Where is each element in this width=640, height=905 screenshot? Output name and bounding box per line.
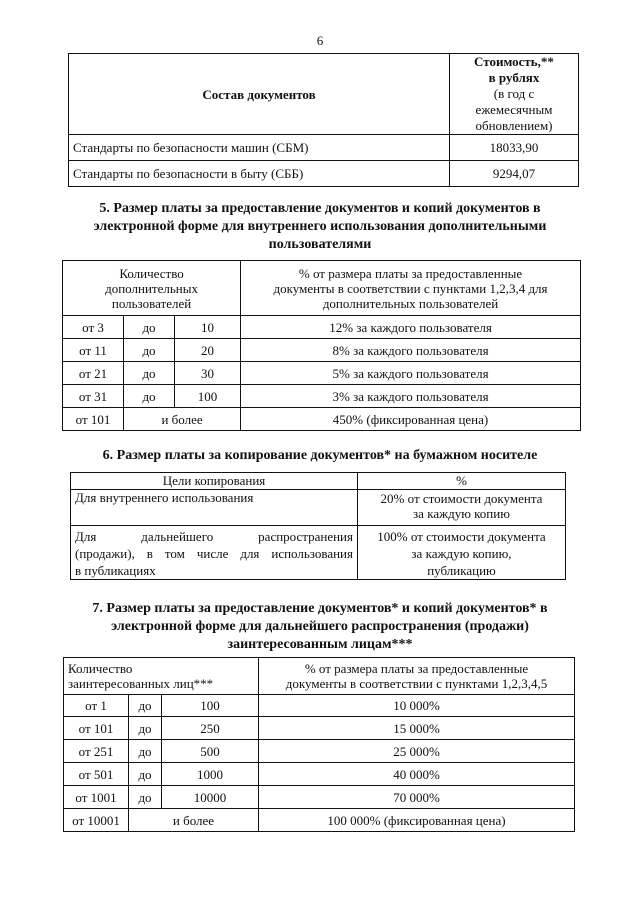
table-row <box>71 490 566 526</box>
heading-line: 5. Размер платы за предоставление документов и копий документов в <box>99 201 541 216</box>
header-line: документы в соответствии с пунктами 1,2,3,4 для <box>273 280 548 296</box>
table-row <box>64 809 575 832</box>
header-price-line: в рублях <box>488 70 540 85</box>
header-price-line: обновлением) <box>475 118 553 133</box>
range-from: от 251 <box>64 740 129 763</box>
table-row <box>69 135 579 161</box>
table-row <box>63 339 581 362</box>
range-from: от 31 <box>63 385 124 408</box>
range-more: и более <box>124 408 241 431</box>
fee-value: 8% за каждого пользователя <box>241 339 581 362</box>
fee-line: за каждую копию, <box>411 546 512 561</box>
range-from: от 11 <box>63 339 124 362</box>
copying-fee-table <box>70 472 566 580</box>
range-from: от 101 <box>63 408 124 431</box>
heading-line: 7. Размер платы за предоставление документов* и копий документов* в <box>92 601 548 616</box>
range-to-word: до <box>124 362 175 385</box>
purpose-text: Для внутреннего использования <box>71 490 358 526</box>
copy-fee <box>358 526 566 580</box>
range-to: 100 <box>175 385 241 408</box>
range-from: от 3 <box>63 316 124 339</box>
fee-value: 15 000% <box>258 717 574 740</box>
range-to-word: до <box>124 339 175 362</box>
range-from: от 501 <box>64 763 129 786</box>
header-line: дополнительных пользователей <box>322 295 499 311</box>
fee-value: 450% (фиксированная цена) <box>241 408 581 431</box>
header-price-line: (в год с ежемесячным <box>475 86 553 117</box>
table-row <box>63 385 581 408</box>
fee-value: 12% за каждого пользователя <box>241 316 581 339</box>
header-price-line: Стоимость,** <box>474 54 554 69</box>
header-line: Количество <box>119 265 184 281</box>
header-purpose: Цели копирования <box>71 473 358 490</box>
document-price: 18033,90 <box>450 135 579 161</box>
range-to-word: до <box>124 385 175 408</box>
table-row <box>64 763 575 786</box>
header-persons-count <box>64 658 259 695</box>
fee-value: 70 000% <box>258 786 574 809</box>
header-price <box>450 54 579 135</box>
range-to: 250 <box>162 717 259 740</box>
table-row <box>63 408 581 431</box>
range-from: от 1001 <box>64 786 129 809</box>
range-to-word: до <box>129 717 162 740</box>
additional-users-table <box>62 260 581 431</box>
header-line: пользователей <box>111 295 192 311</box>
header-line: Количество <box>68 661 133 676</box>
section5-heading <box>40 200 600 254</box>
range-to: 10000 <box>162 786 259 809</box>
fee-value: 100 000% (фиксированная цена) <box>258 809 574 832</box>
purpose-line: в публикациях <box>75 563 156 578</box>
range-to: 500 <box>162 740 259 763</box>
heading-line: электронной форме для дальнейшего распространения (продажи) <box>111 619 529 634</box>
header-line: документы в соответствии с пунктами 1,2,3,4,5 <box>285 676 548 691</box>
section7-heading <box>40 600 600 654</box>
documents-price-table <box>68 53 579 187</box>
table-row <box>63 362 581 385</box>
table-row <box>64 786 575 809</box>
document-price: 9294,07 <box>450 161 579 187</box>
heading-line: электронной форме для внутреннего использования дополнительными <box>93 219 547 234</box>
range-to: 10 <box>175 316 241 339</box>
header-line: % от размера платы за предоставленные <box>304 661 529 676</box>
section6-heading: 6. Размер платы за копирование документов* на бумажном носителе <box>102 448 538 463</box>
range-more: и более <box>129 809 259 832</box>
document-name: Стандарты по безопасности в быту (СББ) <box>69 161 450 187</box>
fee-value: 3% за каждого пользователя <box>241 385 581 408</box>
range-to-word: до <box>129 740 162 763</box>
range-from: от 21 <box>63 362 124 385</box>
range-to-word: до <box>129 763 162 786</box>
header-line: % от размера платы за предоставленные <box>298 265 523 281</box>
interested-persons-table <box>63 657 575 832</box>
page-number: 6 <box>316 33 324 48</box>
fee-line: 100% от стоимости документа <box>377 529 546 544</box>
header-fee-percent <box>258 658 574 695</box>
range-to-word: до <box>129 786 162 809</box>
heading-line: заинтересованным лицам*** <box>227 637 413 652</box>
fee-line: публикацию <box>427 563 496 578</box>
table-row <box>64 740 575 763</box>
range-to: 20 <box>175 339 241 362</box>
heading-line: пользователями <box>268 237 372 252</box>
copy-fee <box>358 490 566 526</box>
purpose-text <box>71 526 358 580</box>
range-to: 30 <box>175 362 241 385</box>
table-row <box>64 717 575 740</box>
fee-value: 10 000% <box>258 695 574 717</box>
fee-value: 5% за каждого пользователя <box>241 362 581 385</box>
fee-value: 40 000% <box>258 763 574 786</box>
fee-line: за каждую копию <box>413 506 510 521</box>
fee-value: 25 000% <box>258 740 574 763</box>
table-row <box>63 316 581 339</box>
range-from: от 10001 <box>64 809 129 832</box>
header-documents: Состав документов <box>69 54 450 135</box>
header-users-count <box>63 261 241 316</box>
fee-line: 20% от стоимости документа <box>380 491 543 506</box>
document-name: Стандарты по безопасности машин (СБМ) <box>69 135 450 161</box>
range-to-word: до <box>124 316 175 339</box>
table-row <box>71 526 566 580</box>
range-from: от 1 <box>64 695 129 717</box>
purpose-line: (продажи), в том числе для использования <box>75 546 353 561</box>
header-line: заинтересованных лиц*** <box>68 676 214 691</box>
header-fee-percent <box>241 261 581 316</box>
header-line: дополнительных <box>105 280 198 296</box>
range-to: 1000 <box>162 763 259 786</box>
table-row <box>64 695 575 717</box>
range-to: 100 <box>162 695 259 717</box>
table-row <box>69 161 579 187</box>
range-to-word: до <box>129 695 162 717</box>
header-percent: % <box>358 473 566 490</box>
purpose-line: Для дальнейшего распространения <box>75 529 353 544</box>
range-from: от 101 <box>64 717 129 740</box>
